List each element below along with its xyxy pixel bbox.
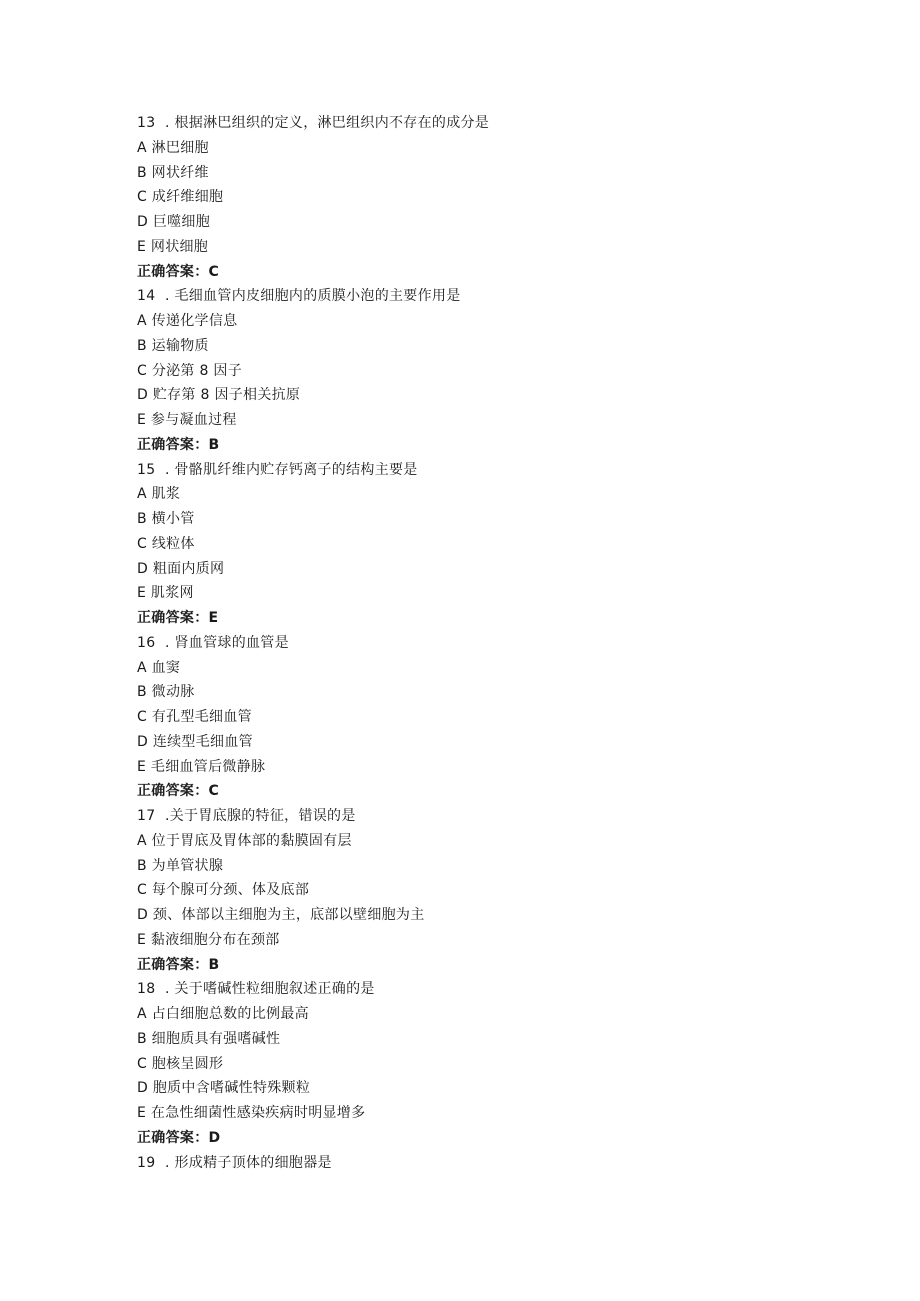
question-number: 15 xyxy=(137,461,156,478)
question-18 xyxy=(137,977,857,1002)
question-19 xyxy=(137,1151,857,1176)
option-b: B 横小管 xyxy=(137,511,195,527)
option-a: A 占白细胞总数的比例最高 xyxy=(137,1006,309,1022)
correct-answer: 正确答案：D xyxy=(137,1129,221,1146)
option-d: D 粗面内质网 xyxy=(137,560,225,577)
question-text: . 关于嗜碱性粒细胞叙述正确的是 xyxy=(165,981,375,998)
question-number: 18 xyxy=(137,981,156,998)
correct-answer: 正确答案：B xyxy=(137,436,220,453)
question-text: . 根据淋巴组织的定义，淋巴组织内不存在的成分是 xyxy=(165,115,490,131)
correct-answer: 正确答案：B xyxy=(137,956,220,973)
question-17 xyxy=(137,804,857,829)
question-text: . 毛细血管内皮细胞内的质膜小泡的主要作用是 xyxy=(165,288,461,305)
question-number: 16 xyxy=(137,634,156,651)
option-c: C 分泌第 8 因子 xyxy=(137,362,243,379)
option-c: C 线粒体 xyxy=(137,535,195,552)
option-b: B 细胞质具有强嗜碱性 xyxy=(137,1030,281,1047)
option-e: E 肌浆网 xyxy=(137,585,194,602)
option-e: E 网状细胞 xyxy=(137,238,209,255)
option-e: E 毛细血管后微静脉 xyxy=(137,758,266,775)
question-text: . 肾血管球的血管是 xyxy=(165,634,289,651)
option-d: D 贮存第 8 因子相关抗原 xyxy=(137,387,301,404)
question-number: 19 xyxy=(137,1154,156,1171)
option-b: B 为单管状腺 xyxy=(137,857,224,874)
option-a: A 血窦 xyxy=(137,659,181,676)
option-b: B 网状纤维 xyxy=(137,164,209,181)
option-b: B 微动脉 xyxy=(137,684,195,701)
correct-answer: 正确答案：C xyxy=(137,263,220,280)
option-a: A 传递化学信息 xyxy=(137,313,238,329)
option-a: A 淋巴细胞 xyxy=(137,139,209,156)
option-d: D 巨噬细胞 xyxy=(137,214,211,230)
question-text: .关于胃底腺的特征，错误的是 xyxy=(165,808,356,824)
option-c: C 成纤维细胞 xyxy=(137,189,224,206)
option-e: E 参与凝血过程 xyxy=(137,412,237,428)
option-a: A 位于胃底及胃体部的黏膜固有层 xyxy=(137,832,352,849)
question-number: 17 xyxy=(137,808,156,824)
option-b: B 运输物质 xyxy=(137,337,209,354)
correct-answer: 正确答案：E xyxy=(137,610,219,626)
question-text: . 形成精子顶体的细胞器是 xyxy=(165,1154,332,1171)
question-15 xyxy=(137,458,857,483)
option-d: D 颈、体部以主细胞为主，底部以壁细胞为主 xyxy=(137,907,425,923)
question-16 xyxy=(137,631,857,656)
question-14 xyxy=(137,284,857,309)
question-text: . 骨骼肌纤维内贮存钙离子的结构主要是 xyxy=(165,461,418,478)
option-a: A 肌浆 xyxy=(137,486,181,503)
option-c: C 有孔型毛细血管 xyxy=(137,709,252,725)
question-13 xyxy=(137,111,857,136)
option-e: E 黏液细胞分布在颈部 xyxy=(137,931,280,948)
document-page xyxy=(137,111,857,1175)
option-c: C 胞核呈圆形 xyxy=(137,1055,224,1072)
question-number: 13 xyxy=(137,115,156,131)
option-d: D 胞质中含嗜碱性特殊颗粒 xyxy=(137,1080,311,1097)
correct-answer: 正确答案：C xyxy=(137,783,220,800)
option-e: E 在急性细菌性感染疾病时明显增多 xyxy=(137,1105,366,1121)
question-number: 14 xyxy=(137,288,156,305)
option-c: C 每个腺可分颈、体及底部 xyxy=(137,882,310,899)
option-d: D 连续型毛细血管 xyxy=(137,733,253,750)
